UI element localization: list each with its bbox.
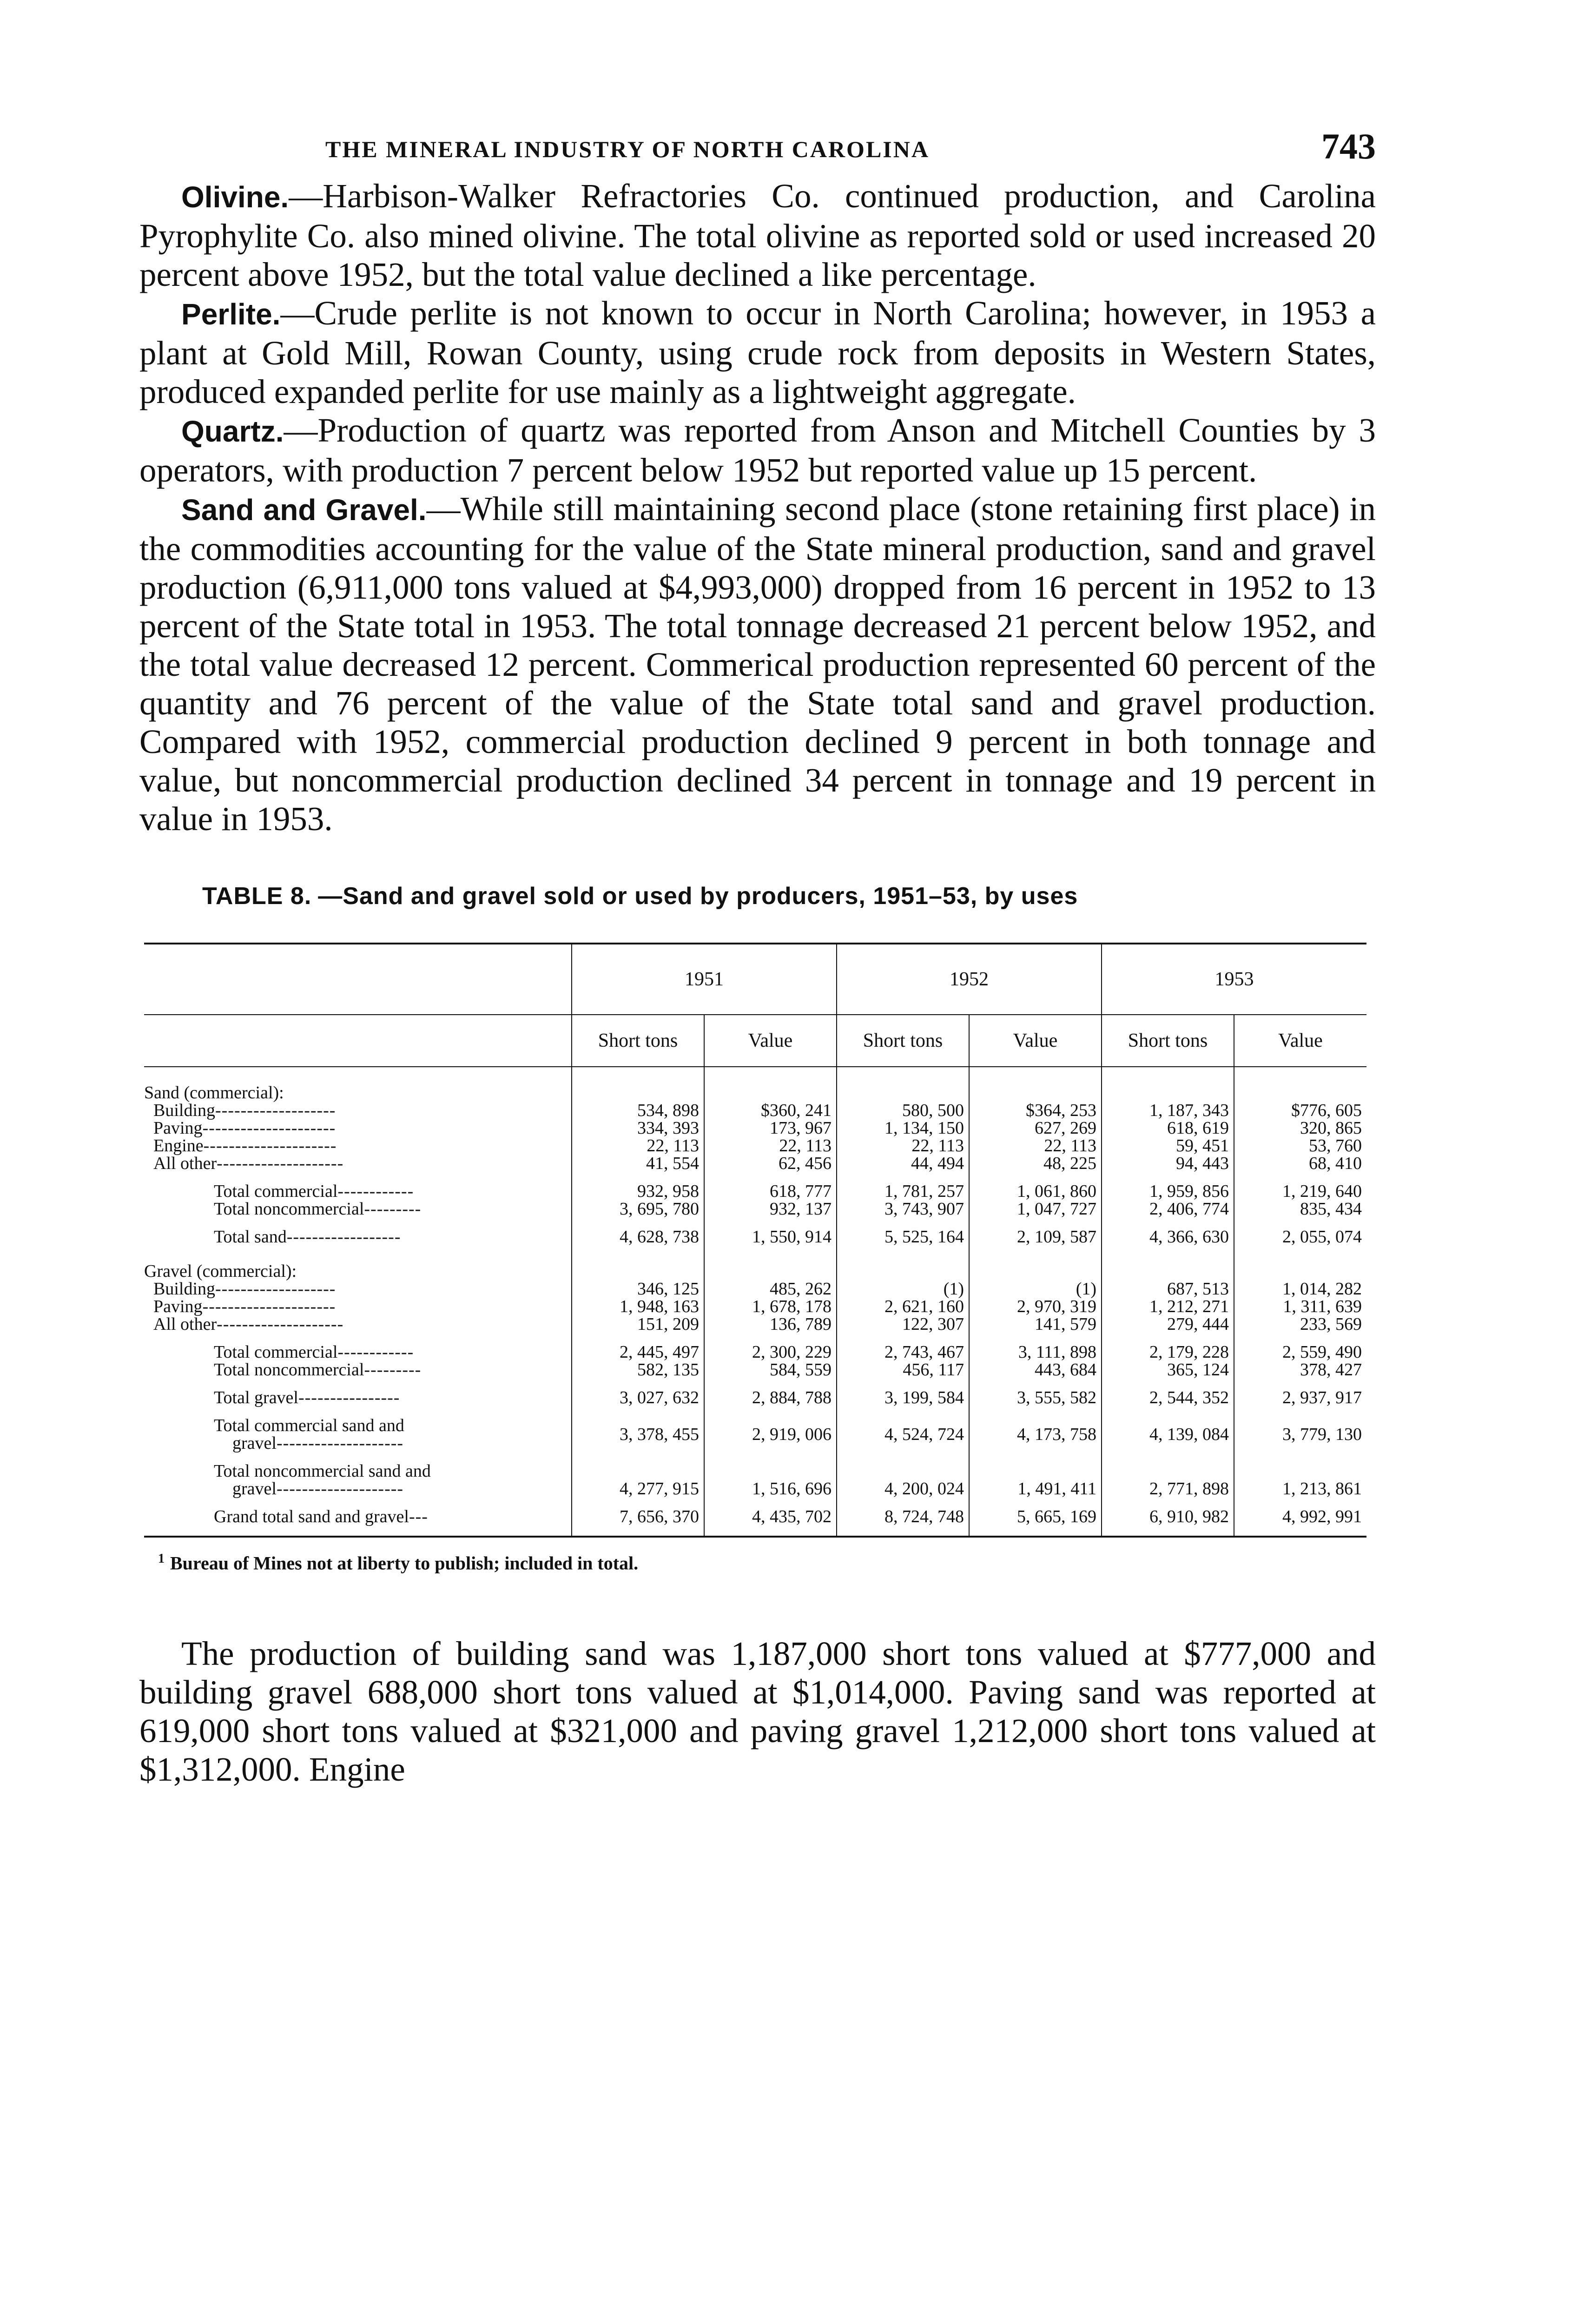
table-cell: 4, 628, 738	[572, 1218, 704, 1246]
footnote-mark: 1	[158, 1552, 165, 1566]
table-cell: 4, 992, 991	[1234, 1498, 1366, 1537]
table-cell: 580, 500	[837, 1102, 969, 1119]
table-cell: 1, 959, 856	[1102, 1172, 1234, 1200]
paragraph-text: —Harbison-Walker Refractories Co. continued production, and Carolina Pyrophylite Co. also mined olivine. The total olivine as reported sold or used increased 20 percent above 1952, but the total value declined a like percentage.	[139, 177, 1376, 293]
row-label: Total noncommercial	[214, 1360, 364, 1380]
table-cell: 1, 491, 411	[969, 1452, 1102, 1498]
paragraph-quartz	[139, 411, 1376, 489]
row-label: Total commercial	[214, 1342, 338, 1362]
row-label: Total commercial sand and	[214, 1416, 404, 1435]
table-caption	[139, 882, 1376, 910]
table-cell: 2, 544, 352	[1102, 1379, 1234, 1406]
table-cell: 4, 277, 915	[572, 1452, 704, 1498]
table-caption-text: —Sand and gravel sold or used by producers, 1951–53, by uses	[318, 883, 1078, 910]
table-cell: 7, 656, 370	[572, 1498, 704, 1537]
table-cell: (1)	[837, 1280, 969, 1298]
col-short-tons: Short tons	[1102, 1015, 1234, 1067]
row-label: Paving	[153, 1118, 203, 1138]
table-cell: 8, 724, 748	[837, 1498, 969, 1537]
paragraph-text: —Production of quartz was reported from Anson and Mitchell Counties by 3 operators, with production 7 percent below 1952 but reported value up 15 percent.	[139, 411, 1376, 489]
stub-header	[144, 944, 572, 1015]
body-text	[139, 177, 1376, 838]
table-cell: 279, 444	[1102, 1315, 1234, 1333]
table-cell: 485, 262	[704, 1280, 837, 1298]
year-header-row	[144, 944, 1366, 1015]
table-cell: 1, 187, 343	[1102, 1102, 1234, 1119]
table-cell: 1, 781, 257	[837, 1172, 969, 1200]
table-row: Engine--------------------- 22, 113 22, 113 22, 113 22, 113 59, 451 53, 760	[144, 1137, 1366, 1155]
table-cell: 1, 061, 860	[969, 1172, 1102, 1200]
table-row-combined: Total commercial sand and gravel-------------------- 3, 378, 455 2, 919, 006 4, 524, 724 4, 173, 758 4, 139, 084 3, 779, 130	[144, 1406, 1366, 1452]
table-cell: 2, 559, 490	[1234, 1333, 1366, 1361]
table-cell: 2, 937, 917	[1234, 1379, 1366, 1406]
col-value: Value	[704, 1015, 837, 1067]
table-cell: $776, 605	[1234, 1102, 1366, 1119]
table-cell: 2, 055, 074	[1234, 1218, 1366, 1246]
page	[139, 116, 1376, 1789]
table-cell: 3, 027, 632	[572, 1379, 704, 1406]
sand-gravel-table	[144, 943, 1366, 1538]
table-cell: 1, 516, 696	[704, 1452, 837, 1498]
table-cell: 2, 406, 774	[1102, 1200, 1234, 1218]
table-cell: 2, 884, 788	[704, 1379, 837, 1406]
table-row-grand-total: Grand total sand and gravel--- 7, 656, 370 4, 435, 702 8, 724, 748 5, 665, 169 6, 910, 982 4, 992, 991	[144, 1498, 1366, 1537]
year-1953: 1953	[1102, 944, 1366, 1015]
table-footnote	[139, 1552, 1376, 1574]
table-cell: 1, 014, 282	[1234, 1280, 1366, 1298]
paragraph-text: —While still maintaining second place (stone retaining first place) in the commodities accounting for the value of the State mineral production, sand and gravel production (6,911,000 tons valued at $4,993,000) dropped from 16 percent in 1952 to 13 percent of the State total in 1953. The total tonnage decreased 21 percent below 1952, and the total value decreased 12 percent. Commerical production represented 60 percent of the quantity and 76 percent of the value of the State total sand and gravel production. Compared with 1952, commercial production declined 9 percent in both tonnage and value, but noncommercial production declined 34 percent in tonnage and 19 percent in value in 1953.	[139, 490, 1376, 838]
table-row: Building------------------- 534, 898 $360, 241 580, 500 $364, 253 1, 187, 343 $776, 605	[144, 1102, 1366, 1119]
table-row: Paving--------------------- 334, 393 173, 967 1, 134, 150 627, 269 618, 619 320, 865	[144, 1119, 1366, 1137]
table-cell: 1, 948, 163	[572, 1298, 704, 1315]
row-label: Total gravel	[214, 1388, 298, 1407]
group-head-sand	[144, 1067, 1366, 1102]
table-cell: 2, 109, 587	[969, 1218, 1102, 1246]
col-value: Value	[1234, 1015, 1366, 1067]
row-label: Total sand	[214, 1227, 287, 1247]
table-row-total-sand: Total sand------------------ 4, 628, 738 1, 550, 914 5, 525, 164 2, 109, 587 4, 366, 630 2, 055, 074	[144, 1218, 1366, 1246]
row-label: Building	[153, 1101, 216, 1120]
table-cell: 443, 684	[969, 1361, 1102, 1379]
table-cell: 22, 113	[704, 1137, 837, 1155]
table-row-total: Total noncommercial--------- 582, 135 584, 559 456, 117 443, 684 365, 124 378, 427	[144, 1361, 1366, 1379]
year-1951: 1951	[572, 944, 837, 1015]
table-cell: 141, 579	[969, 1315, 1102, 1333]
group-label: Gravel (commercial):	[144, 1261, 297, 1281]
table-cell: 44, 494	[837, 1155, 969, 1172]
row-label: Grand total sand and gravel	[214, 1507, 409, 1526]
col-value: Value	[969, 1015, 1102, 1067]
table-cell: 4, 435, 702	[704, 1498, 837, 1537]
table-cell: 4, 366, 630	[1102, 1218, 1234, 1246]
stub-header	[144, 1015, 572, 1067]
table-cell: 173, 967	[704, 1119, 837, 1137]
table-label: TABLE 8.	[202, 883, 312, 910]
table-wrapper	[139, 943, 1366, 1538]
paragraph-heading: Olivine.	[181, 180, 289, 214]
group-label: Sand (commercial):	[144, 1083, 284, 1103]
table-cell: 1, 311, 639	[1234, 1298, 1366, 1315]
table-cell: 932, 958	[572, 1172, 704, 1200]
table-cell: 1, 047, 727	[969, 1200, 1102, 1218]
group-head-gravel	[144, 1246, 1366, 1280]
paragraph-perlite	[139, 294, 1376, 411]
table-row: Building------------------- 346, 125 485, 262 (1) (1) 687, 513 1, 014, 282	[144, 1280, 1366, 1298]
column-header-row	[144, 1015, 1366, 1067]
table-cell: 1, 213, 861	[1234, 1452, 1366, 1498]
row-label: Paving	[153, 1297, 203, 1316]
table-cell: 346, 125	[572, 1280, 704, 1298]
paragraph-sand-gravel	[139, 489, 1376, 838]
table-cell: 68, 410	[1234, 1155, 1366, 1172]
table-cell: 1, 134, 150	[837, 1119, 969, 1137]
paragraph-heading: Quartz.	[181, 415, 284, 448]
table-cell: 3, 378, 455	[572, 1406, 704, 1452]
table-row-combined: Total noncommercial sand and gravel-------------------- 4, 277, 915 1, 516, 696 4, 200, 024 1, 491, 411 2, 771, 898 1, 213, 861	[144, 1452, 1366, 1498]
year-1952: 1952	[837, 944, 1102, 1015]
row-label: Total noncommercial sand and	[214, 1461, 431, 1481]
table-cell: 59, 451	[1102, 1137, 1234, 1155]
table-cell: 456, 117	[837, 1361, 969, 1379]
table-cell: 22, 113	[969, 1137, 1102, 1155]
table-cell: 1, 550, 914	[704, 1218, 837, 1246]
table-cell: 53, 760	[1234, 1137, 1366, 1155]
table-cell: 3, 555, 582	[969, 1379, 1102, 1406]
row-label: Engine	[153, 1136, 204, 1155]
table-cell: 2, 445, 497	[572, 1333, 704, 1361]
table-cell: 2, 300, 229	[704, 1333, 837, 1361]
table-cell: 48, 225	[969, 1155, 1102, 1172]
running-header	[139, 116, 1376, 166]
table-cell: 5, 525, 164	[837, 1218, 969, 1246]
row-label: Building	[153, 1279, 216, 1299]
table-cell: 6, 910, 982	[1102, 1498, 1234, 1537]
table-cell: 5, 665, 169	[969, 1498, 1102, 1537]
paragraph-heading: Sand and Gravel.	[181, 493, 427, 527]
running-title: THE MINERAL INDUSTRY OF NORTH CAROLINA	[325, 136, 930, 162]
paragraph-text: —Crude perlite is not known to occur in North Carolina; however, in 1953 a plant at Gold Mill, Rowan County, using crude rock from deposits in Western States, produced expanded perlite for use mainly as a lightweight aggregate.	[139, 294, 1376, 410]
table-cell: 4, 139, 084	[1102, 1406, 1234, 1452]
col-short-tons: Short tons	[837, 1015, 969, 1067]
table-cell: 122, 307	[837, 1315, 969, 1333]
table-row: All other-------------------- 41, 554 62, 456 44, 494 48, 225 94, 443 68, 410	[144, 1155, 1366, 1172]
table-cell: 1, 212, 271	[1102, 1298, 1234, 1315]
row-label-cont: gravel	[232, 1433, 277, 1453]
table-row-total-gravel: Total gravel---------------- 3, 027, 632 2, 884, 788 3, 199, 584 3, 555, 582 2, 544, 352 2, 937, 917	[144, 1379, 1366, 1406]
table-cell: 2, 919, 006	[704, 1406, 837, 1452]
table-cell: 233, 569	[1234, 1315, 1366, 1333]
table-row-total: Total noncommercial--------- 3, 695, 780 932, 137 3, 743, 907 1, 047, 727 2, 406, 774 835, 434	[144, 1200, 1366, 1218]
table-cell: 3, 199, 584	[837, 1379, 969, 1406]
paragraph-olivine	[139, 177, 1376, 294]
table-cell: 2, 970, 319	[969, 1298, 1102, 1315]
col-short-tons: Short tons	[572, 1015, 704, 1067]
table-cell: 22, 113	[837, 1137, 969, 1155]
table-cell: 3, 111, 898	[969, 1333, 1102, 1361]
table-cell: 378, 427	[1234, 1361, 1366, 1379]
table-cell: 4, 524, 724	[837, 1406, 969, 1452]
table-cell: 534, 898	[572, 1102, 704, 1119]
table-cell: 1, 678, 178	[704, 1298, 837, 1315]
row-label: All other	[153, 1154, 217, 1173]
table-cell: 151, 209	[572, 1315, 704, 1333]
table-cell: 22, 113	[572, 1137, 704, 1155]
table-cell: 1, 219, 640	[1234, 1172, 1366, 1200]
row-label: All other	[153, 1314, 217, 1334]
table-cell: 687, 513	[1102, 1280, 1234, 1298]
table-row: All other-------------------- 151, 209 136, 789 122, 307 141, 579 279, 444 233, 569	[144, 1315, 1366, 1333]
table-cell: 320, 865	[1234, 1119, 1366, 1137]
table-cell: 94, 443	[1102, 1155, 1234, 1172]
table-cell: 584, 559	[704, 1361, 837, 1379]
table-cell: 2, 771, 898	[1102, 1452, 1234, 1498]
table-row: Paving--------------------- 1, 948, 163 1, 678, 178 2, 621, 160 2, 970, 319 1, 212, 271 1, 311, 639	[144, 1298, 1366, 1315]
table-cell: 932, 137	[704, 1200, 837, 1218]
table-cell: 3, 695, 780	[572, 1200, 704, 1218]
table-cell: 2, 621, 160	[837, 1298, 969, 1315]
table-cell: 627, 269	[969, 1119, 1102, 1137]
table-cell: 3, 743, 907	[837, 1200, 969, 1218]
table-cell: 62, 456	[704, 1155, 837, 1172]
table-cell: 334, 393	[572, 1119, 704, 1137]
footnote-text: Bureau of Mines not at liberty to publish; included in total.	[170, 1552, 639, 1574]
row-label-cont: gravel	[232, 1479, 277, 1499]
table-cell: 582, 135	[572, 1361, 704, 1379]
table-cell: 4, 200, 024	[837, 1452, 969, 1498]
table-cell: 2, 179, 228	[1102, 1333, 1234, 1361]
table-cell: 4, 173, 758	[969, 1406, 1102, 1452]
table-cell: 2, 743, 467	[837, 1333, 969, 1361]
row-label: Total commercial	[214, 1182, 338, 1201]
table-cell: (1)	[969, 1280, 1102, 1298]
table-cell: 618, 777	[704, 1172, 837, 1200]
paragraph-building-sand: The production of building sand was 1,187,000 short tons valued at $777,000 and building gravel 688,000 short tons valued at $1,014,000. Paving sand was reported at 619,000 short tons valued at $321,000 and paving gravel 1,212,000 short tons valued at $1,312,000. Engine	[139, 1635, 1376, 1789]
table-row-total: Total commercial------------ 2, 445, 497 2, 300, 229 2, 743, 467 3, 111, 898 2, 179, 228 2, 559, 490	[144, 1333, 1366, 1361]
table-row-total: Total commercial------------ 932, 958 618, 777 1, 781, 257 1, 061, 860 1, 959, 856 1, 219, 640	[144, 1172, 1366, 1200]
row-label: Total noncommercial	[214, 1199, 364, 1219]
table-cell: $364, 253	[969, 1102, 1102, 1119]
table-cell: 3, 779, 130	[1234, 1406, 1366, 1452]
table-cell: 835, 434	[1234, 1200, 1366, 1218]
page-number: 743	[1321, 126, 1376, 166]
table-cell: 136, 789	[704, 1315, 837, 1333]
table-cell: $360, 241	[704, 1102, 837, 1119]
closing-text	[139, 1634, 1376, 1789]
paragraph-heading: Perlite.	[181, 297, 281, 331]
table-cell: 41, 554	[572, 1155, 704, 1172]
table-cell: 365, 124	[1102, 1361, 1234, 1379]
table-cell: 618, 619	[1102, 1119, 1234, 1137]
